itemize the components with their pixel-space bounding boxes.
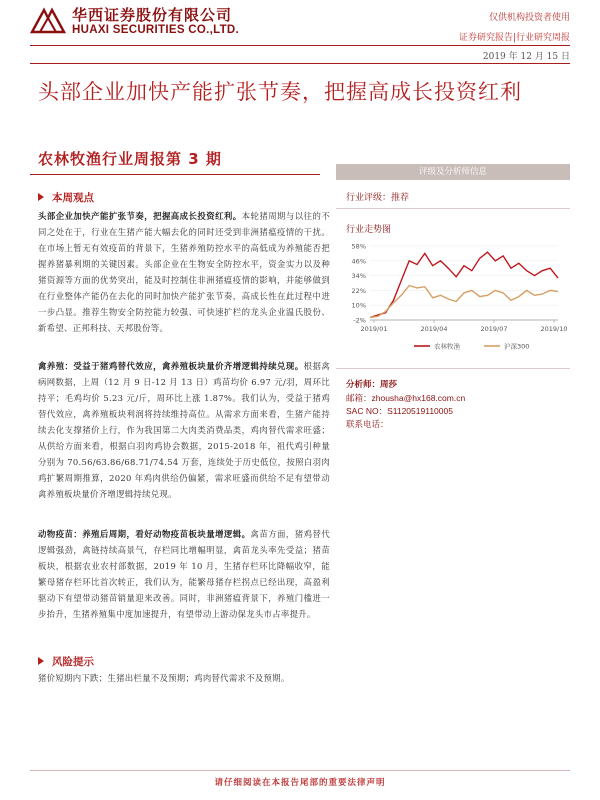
bullet-icon [38,657,44,665]
y-tick-label: 58% [351,242,366,251]
legend-label: 农林牧渔 [434,342,460,351]
report-date: 2019 年 12 月 15 日 [482,52,570,62]
y-tick-label: 34% [351,272,366,281]
company-name-cn: 华西证券股份有限公司 [72,6,233,24]
report-category: 证券研究报告|行业研究周报 [458,33,570,43]
y-tick-label: 10% [351,301,366,310]
x-tick-label: 2019/10 [540,325,568,333]
viewpoint-paragraph: 头部企业加快产能扩张节奏，把握高成长投资红利。本轮猪周期与以往的不同之处在于，行业在生猪产能大幅去化的同时还受到非洲猪瘟疫情的干扰。在市场上暂无有效疫苗的背景下，生猪养殖防控水平的高低成为养殖能否把握养猪暴利期的关键因素。头部企业在生物安全防控水平，资金实力以及种猪资源等方面的优势突出，能及时控制住非洲猪瘟疫情的影响，并能够做到在行业整体产能仍在去化的同时加快产能扩张节奏，高成长性在此过程中进一步凸显。推荐生物安全防控能力较强、可快速扩栏的龙头企业温氏股份、新希望、正邦科技、天邦股份等。 [38,211,330,333]
industry-rating: 行业评级：推荐 [346,193,410,203]
y-tick-label: 22% [351,286,366,295]
poultry-paragraph: 禽养殖：受益于猪鸡替代效应，禽养殖板块量价齐增逻辑持续兑现。根据禽病网数据，上周（12 月 9 日-12 月 13 日）鸡苗均价 6.97 元/羽，周环比持平；毛鸡均价 5.23 元/斤，周环比上涨 1.87%。我们认为，受益于猪鸡替代效应，禽养殖板块利润将持续维持高位。从需求方面来看，生猪产能持续去化支撑猪价上行，作为我国第二大肉类消费品类，鸡肉替代需求旺盛；从供给方面来看，根据白羽肉鸡协会数据，2015-2018 年，祖代鸡引种量分别为 70.56/63.86/68.71/74.54 万套，连续处于历史低位，按照白羽肉鸡扩繁周期推算，2020 年鸡肉供给仍偏紧，需求旺盛而供给不足有望带动禽养殖板块量价齐增逻辑持续兑现。 [38,361,330,499]
chart-divider [336,368,570,369]
industry-trend-chart [336,238,570,360]
header-divider [30,45,570,46]
date-divider [30,63,570,64]
report-title: 头部企业加快产能扩张节奏，把握高成长投资红利 [38,80,522,104]
rating-divider [336,208,570,209]
series-line-industry [370,252,558,317]
company-name-en: HUAXI SECURITIES CO.,LTD. [72,24,240,36]
x-tick-label: 2019/01 [360,325,388,333]
analyst-name: 分析师：周莎 [346,380,398,390]
y-tick-label: -2% [353,316,366,325]
x-tick-label: 2019/07 [480,325,508,333]
audience-note: 仅供机构投资者使用 [488,13,570,23]
legend-label: 沪深300 [504,342,530,351]
viewpoint-heading: 本周观点 [38,190,94,205]
risk-paragraph: 猪价短期内下跌；生猪出栏量不及预期；鸡肉替代需求不及预期。 [38,673,290,683]
risk-heading: 风险提示 [38,654,94,669]
legal-notice[interactable]: 请仔细阅读在本报告尾部的重要法律声明 [214,778,386,788]
y-tick-label: 46% [351,257,366,266]
analyst-email[interactable]: 邮箱：zhousha@hx168.com.cn [346,393,466,403]
analyst-phone: 联系电话： [346,419,389,429]
analyst-sac: SAC NO：S1120519110005 [346,406,453,416]
subtitle-underline [30,174,320,175]
vaccine-paragraph: 动物疫苗：养殖后周期，看好动物疫苗板块量增逻辑。禽苗方面，猪鸡替代逻辑强劲，禽链持续高景气，存栏同比增幅明显，禽苗龙头率先受益；猪苗板块，根据农业农村部数据，2019 年 10 月，生猪存栏环比降幅收窄，能繁母猪存栏环比首次转正，我们认为，能繁母猪存栏拐点已经出现，高盈利驱动下有望带动猪苗销量迎来改善。同时，非洲猪瘟背景下，养殖门槛进一步抬升，生猪养殖集中度加速提升，有望带动上游动保龙头市占率提升。 [38,529,331,619]
footer-divider [30,770,570,771]
bullet-icon [38,193,44,201]
x-tick-label: 2019/04 [420,325,448,333]
report-subtitle: 农林牧渔行业周报第 3 期 [38,150,222,168]
huaxi-logo-icon [30,6,66,36]
trend-chart-title: 行业走势图 [346,225,392,235]
rating-analyst-header: 评级及分析师信息 [336,164,570,180]
